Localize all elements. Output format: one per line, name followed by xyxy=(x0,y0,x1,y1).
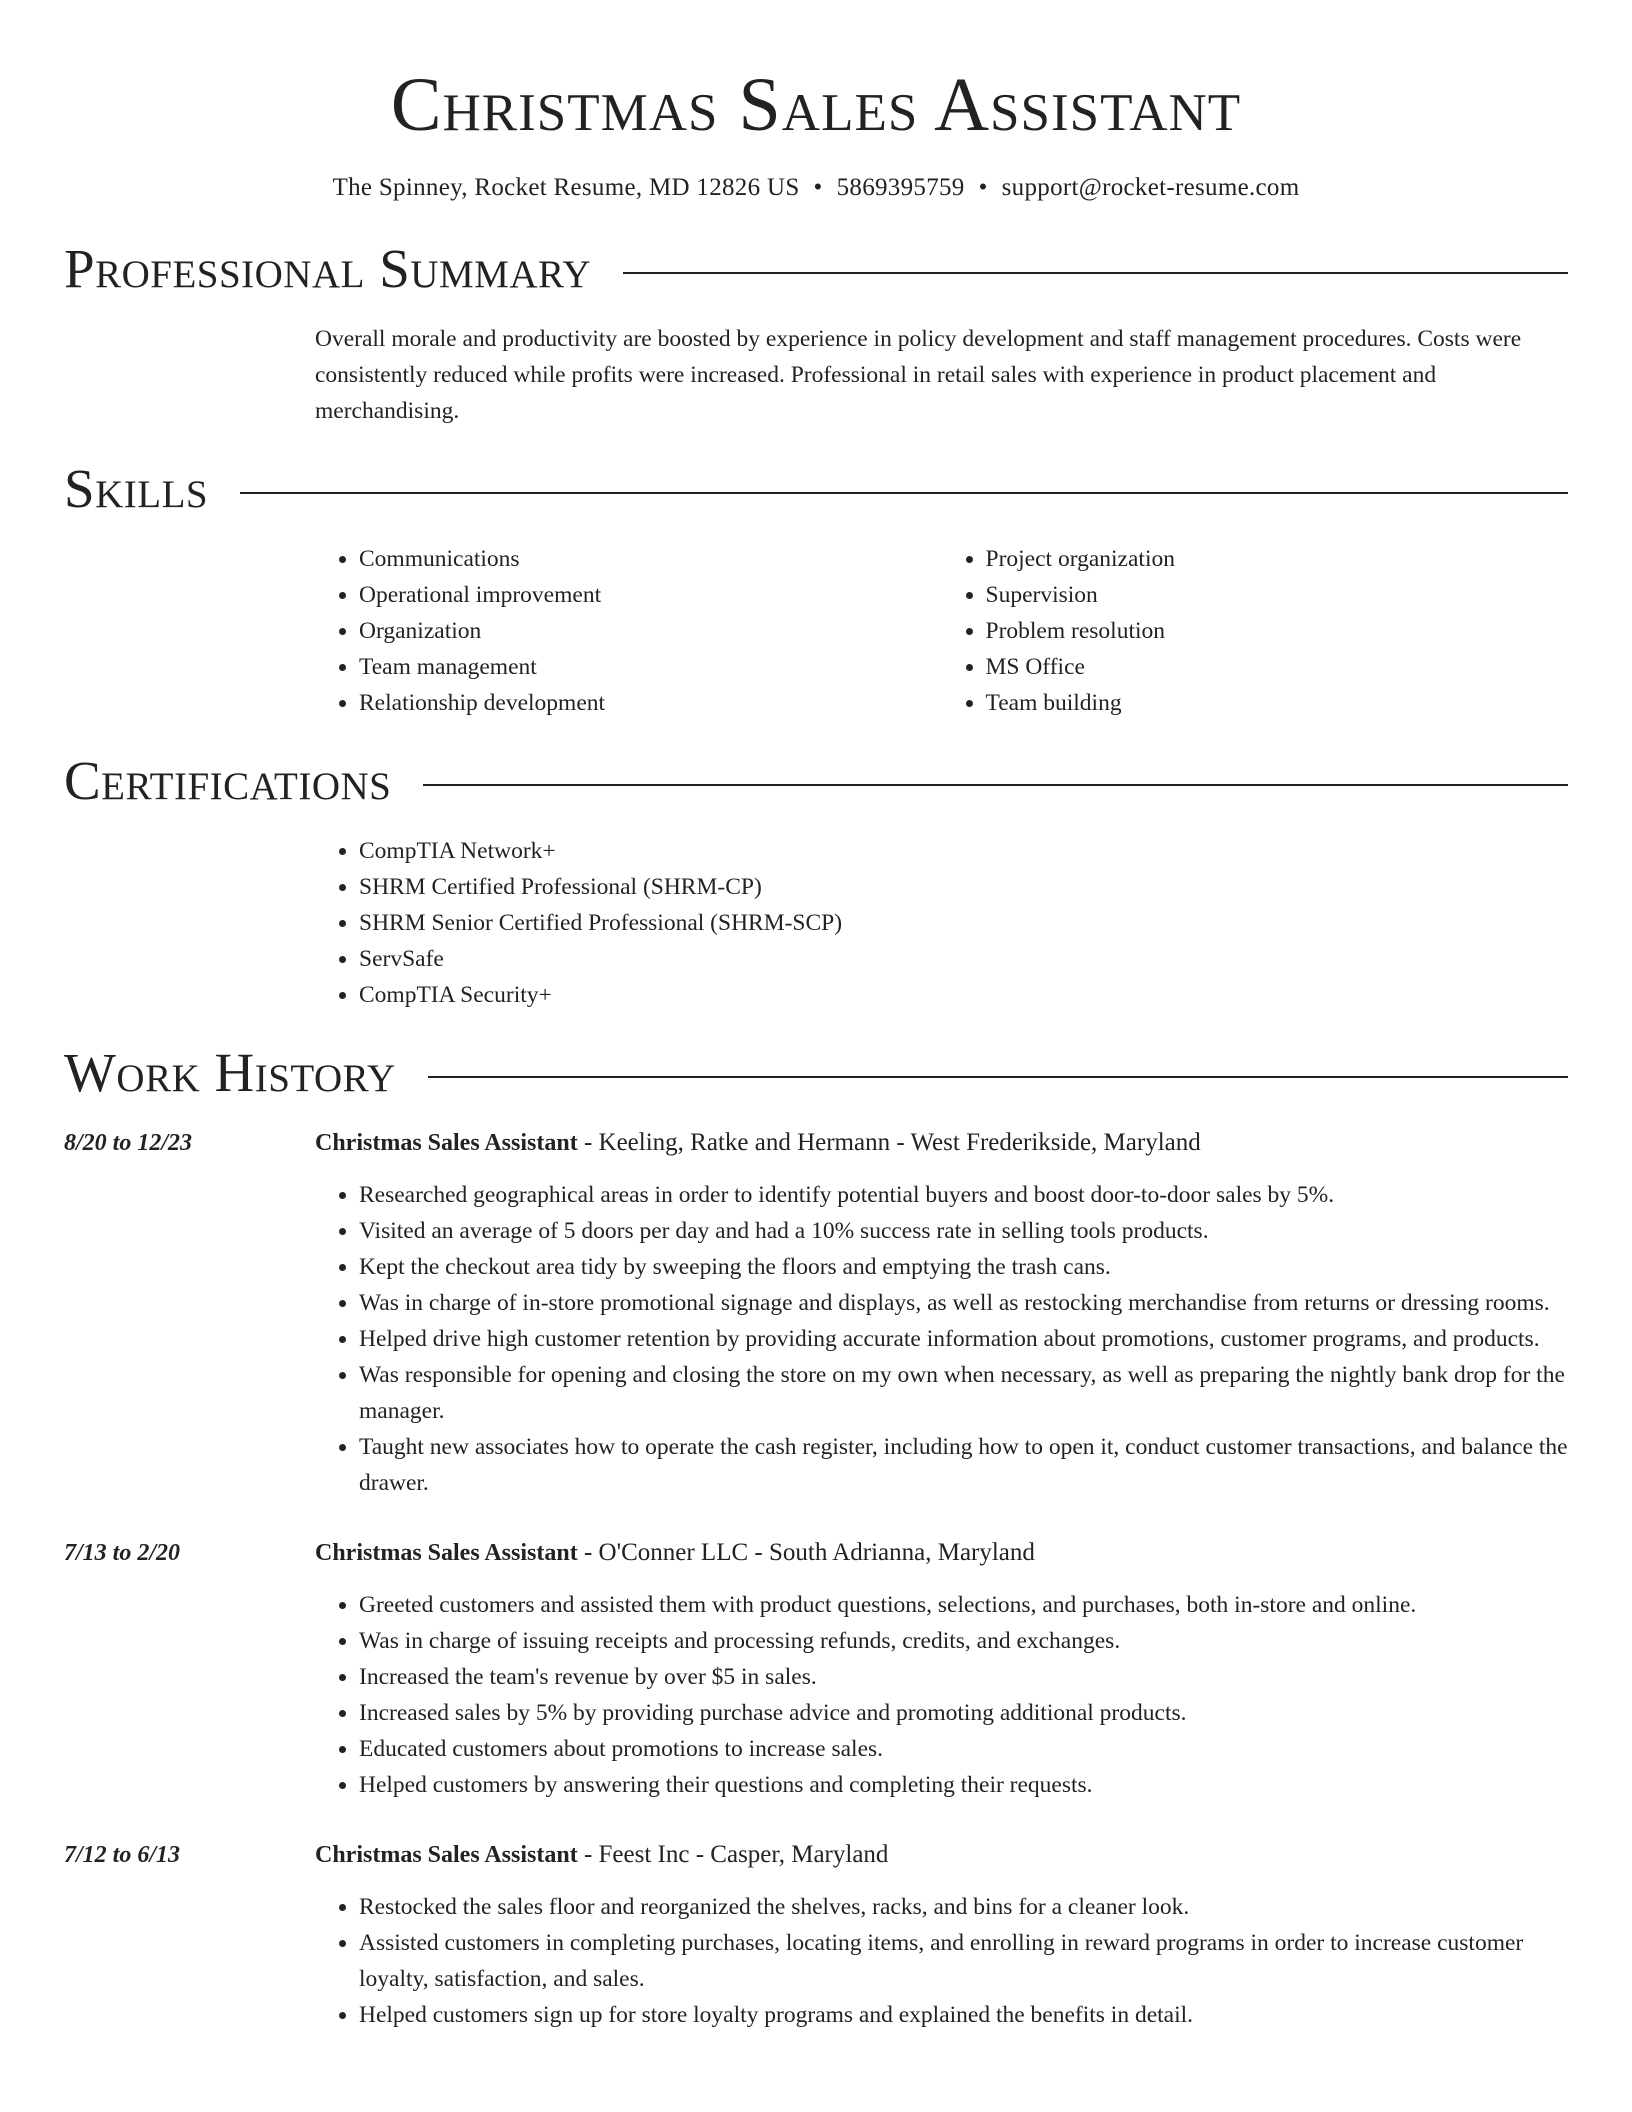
skills-section-header xyxy=(64,457,1568,521)
work-section-title: Work History xyxy=(64,1042,396,1103)
list-item: • Helped customers sign up for store loyalty programs and explained the benefits in detail. xyxy=(359,1997,1568,2033)
list-item: • Educated customers about promotions to increase sales. xyxy=(359,1731,1568,1767)
job-bullets xyxy=(315,1177,1568,1501)
list-item: • Communications xyxy=(359,541,942,577)
list-item: • CompTIA Security+ xyxy=(359,977,1568,1013)
section-divider xyxy=(623,272,1568,274)
list-item: • Team building xyxy=(986,685,1569,721)
job-dates: 8/20 to 12/23 xyxy=(64,1130,193,1156)
job-body xyxy=(315,1125,1568,1501)
job-entry xyxy=(64,1125,1568,1501)
list-item: • Was in charge of in-store promotional signage and displays, as well as restocking merchandise from returns or dressing rooms. xyxy=(359,1285,1568,1321)
certifications-section xyxy=(315,833,1568,1013)
section-divider xyxy=(240,492,1568,494)
summary-section xyxy=(315,321,1568,429)
job-employer: - Keeling, Ratke and Hermann - West Frederikside, Maryland xyxy=(577,1129,1201,1156)
work-history xyxy=(64,1125,1568,2033)
list-item: • Increased sales by 5% by providing purchase advice and promoting additional products. xyxy=(359,1695,1568,1731)
job-title: Christmas Sales Assistant xyxy=(315,1540,578,1566)
summary-section-header xyxy=(64,237,1568,301)
skills-section-title: Skills xyxy=(64,458,209,519)
list-item: • Helped customers by answering their questions and completing their requests. xyxy=(359,1767,1568,1803)
job-entry xyxy=(64,1837,1568,2033)
work-section-header xyxy=(64,1041,1568,1105)
list-item: • Kept the checkout area tidy by sweeping the floors and emptying the trash cans. xyxy=(359,1249,1568,1285)
list-item: • Operational improvement xyxy=(359,577,942,613)
job-entry xyxy=(64,1535,1568,1803)
list-item: • Problem resolution xyxy=(986,613,1569,649)
list-item: • Assisted customers in completing purchases, locating items, and enrolling in reward programs in order to increase customer loyalty, satisfaction, and sales. xyxy=(359,1925,1568,1997)
list-item: • Researched geographical areas in order to identify potential buyers and boost door-to-door sales by 5%. xyxy=(359,1177,1568,1213)
resume-name: Christmas Sales Assistant xyxy=(390,63,1242,147)
list-item: • Team management xyxy=(359,649,942,685)
job-title: Christmas Sales Assistant xyxy=(315,1130,578,1156)
list-item: • MS Office xyxy=(986,649,1569,685)
section-divider xyxy=(423,784,1568,786)
list-item: • Supervision xyxy=(986,577,1569,613)
list-item: • Helped drive high customer retention by providing accurate information about promotions, customer programs, and products. xyxy=(359,1321,1568,1357)
certifications-list xyxy=(315,833,1568,1013)
job-heading xyxy=(315,1125,1568,1161)
job-body xyxy=(315,1535,1568,1803)
list-item: • ServSafe xyxy=(359,941,1568,977)
job-bullets xyxy=(315,1587,1568,1803)
skills-list-left xyxy=(315,541,942,721)
contact-phone: 5869395759 xyxy=(836,174,965,201)
job-employer: - O'Conner LLC - South Adrianna, Maryland xyxy=(577,1539,1035,1566)
list-item: • CompTIA Network+ xyxy=(359,833,1568,869)
certifications-section-title: Certifications xyxy=(64,750,392,811)
list-item: • Visited an average of 5 doors per day and had a 10% success rate in selling tools products. xyxy=(359,1213,1568,1249)
job-title: Christmas Sales Assistant xyxy=(315,1842,578,1868)
list-item: • SHRM Certified Professional (SHRM-CP) xyxy=(359,869,1568,905)
list-item: • Was responsible for opening and closing the store on my own when necessary, as well as preparing the nightly bank drop for the manager. xyxy=(359,1357,1568,1429)
list-item: • SHRM Senior Certified Professional (SHRM-SCP) xyxy=(359,905,1568,941)
list-item: • Project organization xyxy=(986,541,1569,577)
job-heading xyxy=(315,1535,1568,1571)
contact-line xyxy=(64,172,1568,204)
summary-text: Overall morale and productivity are boosted by experience in policy development and staff management procedures. Costs were consistently reduced while profits were increased. Professional in retail sales with experience in product placement and merchandising. xyxy=(315,326,1522,424)
job-employer: - Feest Inc - Casper, Maryland xyxy=(577,1841,889,1868)
skills-list-right xyxy=(942,541,1569,721)
contact-address: The Spinney, Rocket Resume, MD 12826 US xyxy=(332,174,800,201)
list-item: • Taught new associates how to operate the cash register, including how to open it, conduct customer transactions, and balance the drawer. xyxy=(359,1429,1568,1501)
list-item: • Increased the team's revenue by over $5 in sales. xyxy=(359,1659,1568,1695)
contact-email: support@rocket-resume.com xyxy=(1001,174,1300,201)
list-item: • Was in charge of issuing receipts and processing refunds, credits, and exchanges. xyxy=(359,1623,1568,1659)
list-item: • Greeted customers and assisted them with product questions, selections, and purchases, both in-store and online. xyxy=(359,1587,1568,1623)
job-body xyxy=(315,1837,1568,2033)
skills-section xyxy=(315,541,1568,721)
job-dates: 7/12 to 6/13 xyxy=(64,1842,181,1868)
list-item: • Relationship development xyxy=(359,685,942,721)
summary-section-title: Professional Summary xyxy=(64,238,592,299)
job-heading xyxy=(315,1837,1568,1873)
contact-separator: • xyxy=(813,174,823,201)
section-divider xyxy=(428,1076,1568,1078)
job-dates: 7/13 to 2/20 xyxy=(64,1540,181,1566)
list-item: • Restocked the sales floor and reorganized the shelves, racks, and bins for a cleaner look. xyxy=(359,1889,1568,1925)
job-bullets xyxy=(315,1889,1568,2033)
certifications-section-header xyxy=(64,749,1568,813)
list-item: • Organization xyxy=(359,613,942,649)
contact-separator: • xyxy=(978,174,988,201)
